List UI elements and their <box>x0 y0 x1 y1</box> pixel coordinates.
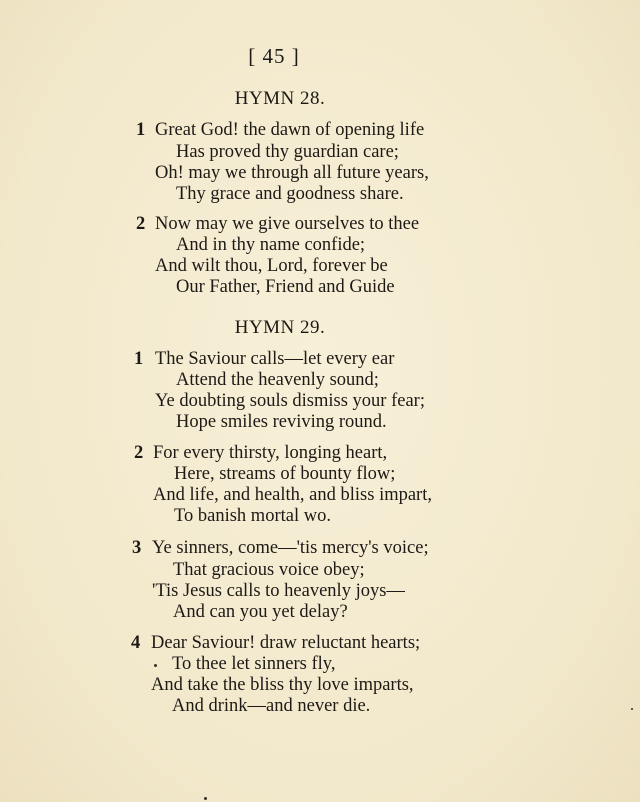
hymn-28-stanza-1-line-1: Great God! the dawn of opening life <box>155 120 425 140</box>
hymn-29-stanza-3-line-3: 'Tis Jesus calls to heavenly joys— <box>152 581 405 601</box>
hymn-29-stanza-1-line-1: The Saviour calls—let every ear <box>155 349 395 369</box>
hymn-29-stanza-2-line-3: And life, and health, and bliss impart, <box>153 485 432 505</box>
hymn-28-stanza-2-line-4: Our Father, Friend and Guide <box>176 277 395 297</box>
hymn-29-stanza-1-line-2: Attend the heavenly sound; <box>176 370 379 390</box>
hymn-29-stanza-1-number: 1 <box>134 349 144 369</box>
hymn-29-stanza-3-line-2: That gracious voice obey; <box>173 560 365 580</box>
hymn-28-stanza-2-line-2: And in thy name confide; <box>176 235 366 255</box>
hymn-28-stanza-1-line-4: Thy grace and goodness share. <box>176 184 404 204</box>
hymn-28-stanza-2-line-3: And wilt thou, Lord, forever be <box>155 256 388 276</box>
hymn-29-stanza-4-line-1: Dear Saviour! draw reluctant hearts; <box>151 633 421 653</box>
hymn-28-title: HYMN 28. <box>234 88 326 109</box>
hymn-29-title: HYMN 29. <box>234 317 326 338</box>
hymn-29-stanza-4-number: 4 <box>131 633 141 653</box>
hymn-28-stanza-2-line-1: Now may we give ourselves to thee <box>155 214 420 234</box>
hymn-29-stanza-3-number: 3 <box>132 538 142 558</box>
hymn-29-stanza-4-line-4: And drink—and never die. <box>172 696 371 716</box>
print-speck <box>631 708 633 710</box>
hymn-29-stanza-1-line-4: Hope smiles reviving round. <box>176 412 387 432</box>
hymn-29-stanza-2-number: 2 <box>134 443 144 463</box>
hymn-28-stanza-2-number: 2 <box>136 214 146 234</box>
hymn-29-stanza-3-line-4: And can you yet delay? <box>173 602 348 622</box>
page-number: [ 45 ] <box>248 44 300 68</box>
hymn-29-stanza-3-line-1: Ye sinners, come—'tis mercy's voice; <box>152 538 429 558</box>
hymn-29-stanza-2-line-4: To banish mortal wo. <box>174 506 331 526</box>
hymn-28-stanza-1-line-2: Has proved thy guardian care; <box>176 142 399 162</box>
hymn-29-stanza-4-line-3: And take the bliss thy love imparts, <box>151 675 414 695</box>
print-speck <box>154 664 157 667</box>
hymn-29-stanza-2-line-1: For every thirsty, longing heart, <box>153 443 388 463</box>
hymn-28-stanza-1-line-3: Oh! may we through all future years, <box>155 163 429 183</box>
hymn-29-stanza-2-line-2: Here, streams of bounty flow; <box>174 464 396 484</box>
hymn-29-stanza-1-line-3: Ye doubting souls dismiss your fear; <box>155 391 425 411</box>
hymn-28-stanza-1-number: 1 <box>136 120 146 140</box>
hymn-29-stanza-4-line-2: To thee let sinners fly, <box>172 654 336 674</box>
print-speck <box>204 797 207 800</box>
